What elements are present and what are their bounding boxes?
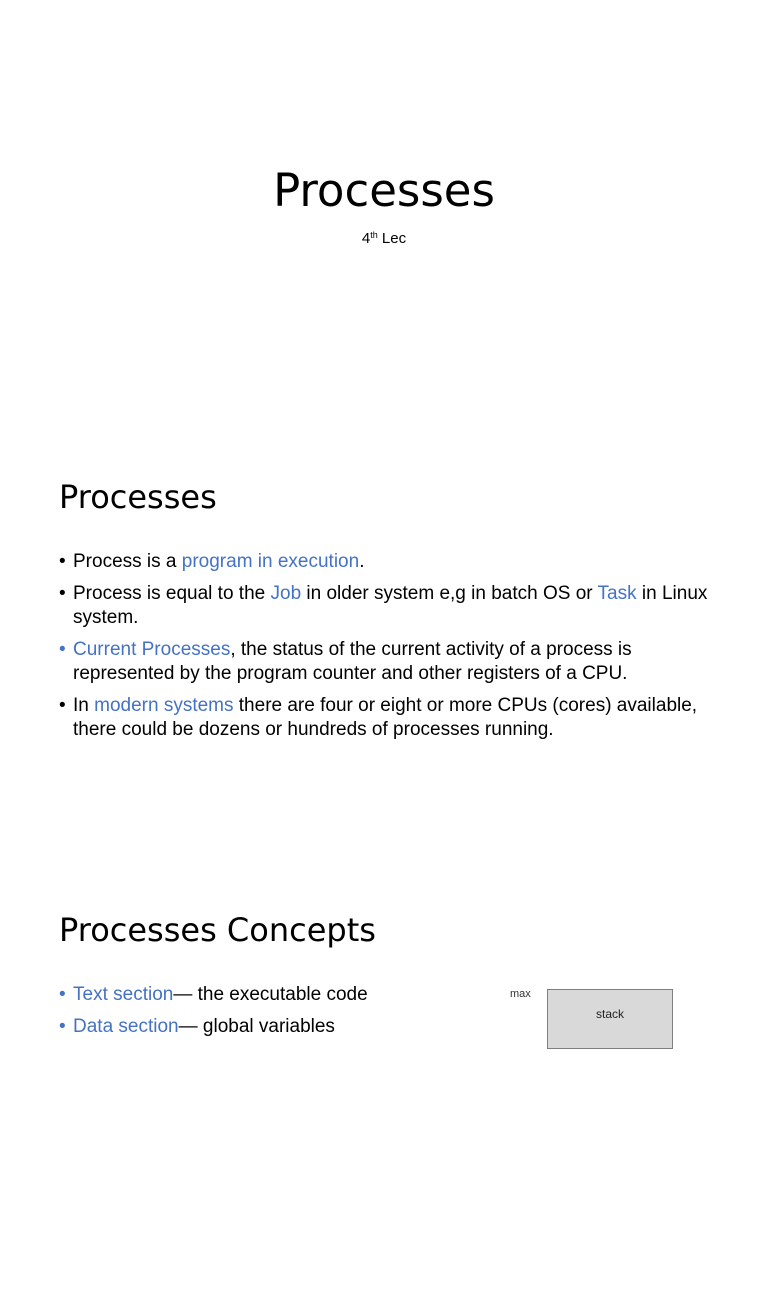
bullet-text: there are four or eight or more CPUs (cores) available, there could be dozens or hundreds of processes running. — [73, 695, 698, 740]
slide-heading: Processes — [59, 478, 217, 516]
bullet-icon: • — [59, 1016, 66, 1037]
processes-concepts-slide — [0, 868, 768, 1302]
bullet-text: Process is a — [73, 551, 182, 572]
bullet-icon: • — [59, 639, 66, 660]
highlight-term: Data section — [73, 1016, 179, 1037]
highlight-term: modern systems — [94, 695, 234, 716]
highlight-term: Text section — [73, 984, 174, 1005]
bullet-item — [59, 983, 479, 1007]
bullet-text: In — [73, 695, 95, 716]
bullet-text: in Linux system. — [73, 583, 708, 628]
bullet-text: Process is equal to the — [73, 583, 271, 604]
processes-slide — [0, 434, 768, 868]
subtitle-text: Lec — [377, 230, 407, 247]
bullet-item — [59, 1015, 479, 1039]
highlight-term: Job — [270, 583, 302, 604]
subtitle-number: 4 — [361, 230, 371, 247]
highlight-term: program in execution — [181, 551, 360, 572]
subtitle-superscript: th — [370, 230, 378, 240]
bullet-list — [59, 983, 479, 1047]
title-slide — [0, 0, 768, 434]
bullet-text: . — [359, 551, 365, 572]
bullet-icon: • — [59, 984, 66, 1005]
bullet-text: , the status of the current activity of a process is represented by the program counter and other registers of a CPU. — [73, 639, 632, 684]
bullet-text: — the executable code — [173, 984, 368, 1005]
bullet-list — [59, 550, 709, 750]
slide-heading: Processes Concepts — [59, 911, 376, 949]
bullet-item — [59, 550, 709, 574]
bullet-item — [59, 694, 709, 742]
process-memory-diagram — [510, 986, 680, 1046]
bullet-item — [59, 638, 709, 686]
stack-block — [547, 989, 673, 1049]
bullet-item — [59, 582, 709, 630]
stack-label: stack — [595, 1007, 624, 1021]
bullet-text: — global variables — [178, 1016, 335, 1037]
bullet-text: in older system e,g in batch OS or — [301, 583, 598, 604]
highlight-term: Task — [597, 583, 637, 604]
max-address-label: max — [510, 988, 531, 1000]
bullet-icon: • — [59, 583, 66, 604]
bullet-icon: • — [59, 551, 66, 572]
bullet-icon: • — [59, 695, 66, 716]
slide-title: Processes — [273, 164, 495, 217]
slide-subtitle — [0, 229, 768, 249]
highlight-term: Current Processes — [73, 639, 231, 660]
